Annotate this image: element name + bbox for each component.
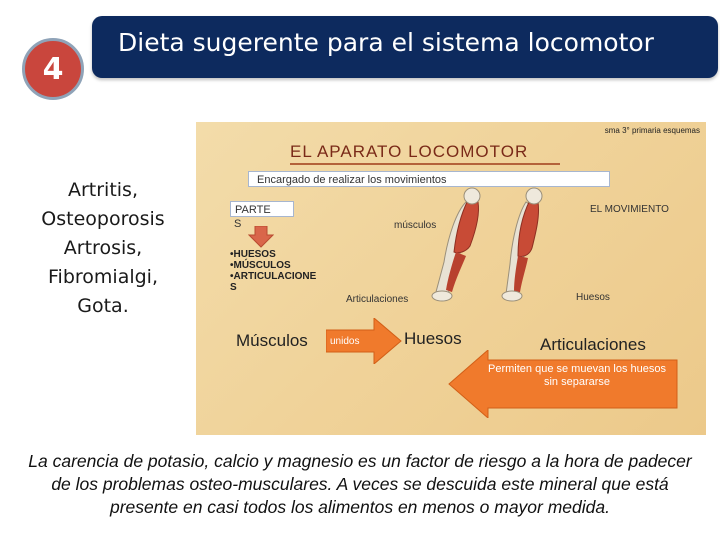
locomotor-diagram-image [196,122,706,435]
parts-list [230,249,316,293]
condition-item: Osteoporosis [41,208,165,230]
condition-item: Artrosis, [63,237,143,259]
label-musculos: músculos [394,220,437,231]
parts-list-item: S [230,282,237,293]
parte-label-s: S [234,218,242,230]
condition-item: Artritis, [67,179,139,201]
flow-musculos: Músculos [236,331,308,350]
title-bar [92,16,718,78]
slide-title: Dieta sugerente para el sistema locomotor [118,28,654,57]
condition-item: Fibromialgi, [48,266,158,288]
condition-item: Gota. [77,295,129,317]
parts-list-item: •MÚSCULOS [230,260,291,271]
label-huesos-small: Huesos [576,292,610,303]
parte-label: PARTE [230,201,294,217]
slide-number-badge [22,38,84,100]
slide-caption: La carencia de potasio, calcio y magnesio es un factor de riesgo a la hora de padecer de los problemas osteo-musculares. A veces se descuida este mineral que está presente en casi todos los alimentos en menos o mayor medida. [28,451,692,517]
parts-list-item: •HUESOS [230,249,276,260]
diagram-title: EL APARATO LOCOMOTOR [290,142,529,161]
flow-huesos: Huesos [404,329,462,348]
label-articulaciones-small: Articulaciones [346,294,409,305]
arm-muscles-illustration [426,182,596,302]
parts-list-item: •ARTICULACIONE [230,271,317,282]
corner-note: sma 3° primaria esquemas [604,126,700,135]
label-el-movimiento: EL MOVIMIENTO [590,204,669,215]
conditions-list [18,176,188,321]
arrow-label-permiten: Permiten que se muevan los huesos sin separarse [488,363,666,388]
arrow-label-unidos: unidos [330,336,360,347]
title-underline [290,163,560,165]
down-arrow-icon [248,226,274,248]
diagram-subtitle: Encargado de realizar los movimientos [248,171,610,187]
slide-number: 4 [42,51,64,87]
flow-articulaciones: Articulaciones [540,335,646,354]
